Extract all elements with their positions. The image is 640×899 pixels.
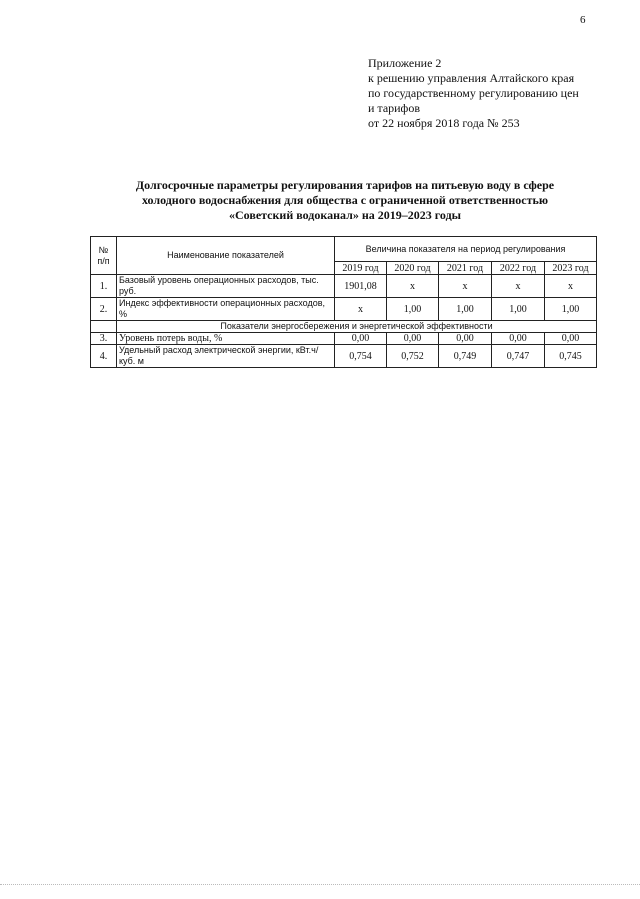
row-value: х: [335, 298, 387, 321]
row-value: х: [545, 275, 597, 298]
table-row: [91, 298, 597, 321]
title-line: Долгосрочные параметры регулирования тарифов на питьевую воду в сфере: [135, 178, 555, 192]
row-value: 1,00: [492, 298, 545, 321]
section-spacer: [91, 321, 117, 333]
row-value: 0,00: [387, 333, 439, 345]
row-value: 1,00: [545, 298, 597, 321]
header-year: 2023 год: [545, 262, 597, 275]
row-name: Индекс эффективности операционных расходов, %: [117, 298, 335, 321]
row-value: 1,00: [387, 298, 439, 321]
row-value: 0,00: [545, 333, 597, 345]
row-name: Базовый уровень операционных расходов, тыс. руб.: [117, 275, 335, 298]
row-value: 0,752: [387, 345, 439, 368]
row-value: 1901,08: [335, 275, 387, 298]
row-value: 0,747: [492, 345, 545, 368]
title-line: «Советский водоканал» на 2019–2023 годы: [228, 208, 462, 222]
header-num: № п/п: [91, 237, 117, 275]
appendix-header: [368, 56, 579, 131]
parameters-table: [90, 236, 597, 368]
row-name: Удельный расход электрической энергии, кВт.ч/куб. м: [117, 345, 335, 368]
row-name: Уровень потерь воды, %: [117, 333, 335, 345]
row-num: 1.: [91, 275, 117, 298]
header-name: Наименование показателей: [117, 237, 335, 275]
row-num: 4.: [91, 345, 117, 368]
table-row: [91, 275, 597, 298]
bottom-divider: [0, 884, 640, 885]
header-year: 2021 год: [439, 262, 492, 275]
row-value: 0,00: [439, 333, 492, 345]
document-title: [110, 178, 580, 223]
appendix-line: по государственному регулированию цен: [368, 86, 579, 100]
appendix-line: от 22 ноября 2018 года № 253: [368, 116, 520, 130]
row-value: 0,00: [492, 333, 545, 345]
table-row: [91, 345, 597, 368]
appendix-line: Приложение 2: [368, 56, 442, 70]
row-value: 1,00: [439, 298, 492, 321]
row-num: 3.: [91, 333, 117, 345]
row-value: х: [387, 275, 439, 298]
row-value: 0,749: [439, 345, 492, 368]
row-value: 0,754: [335, 345, 387, 368]
header-year: 2022 год: [492, 262, 545, 275]
table-row: [91, 333, 597, 345]
header-period: Величина показателя на период регулирования: [335, 237, 597, 262]
header-year: 2020 год: [387, 262, 439, 275]
row-value: 0,00: [335, 333, 387, 345]
appendix-line: и тарифов: [368, 101, 421, 115]
row-value: х: [492, 275, 545, 298]
title-line: холодного водоснабжения для общества с ограниченной ответственностью: [141, 193, 549, 207]
page-number: 6: [580, 14, 586, 26]
header-year: 2019 год: [335, 262, 387, 275]
appendix-line: к решению управления Алтайского края: [368, 71, 575, 85]
row-num: 2.: [91, 298, 117, 321]
section-row: [91, 321, 597, 333]
section-header: Показатели энергосбережения и энергетической эффективности: [117, 321, 597, 333]
row-value: х: [439, 275, 492, 298]
row-value: 0,745: [545, 345, 597, 368]
